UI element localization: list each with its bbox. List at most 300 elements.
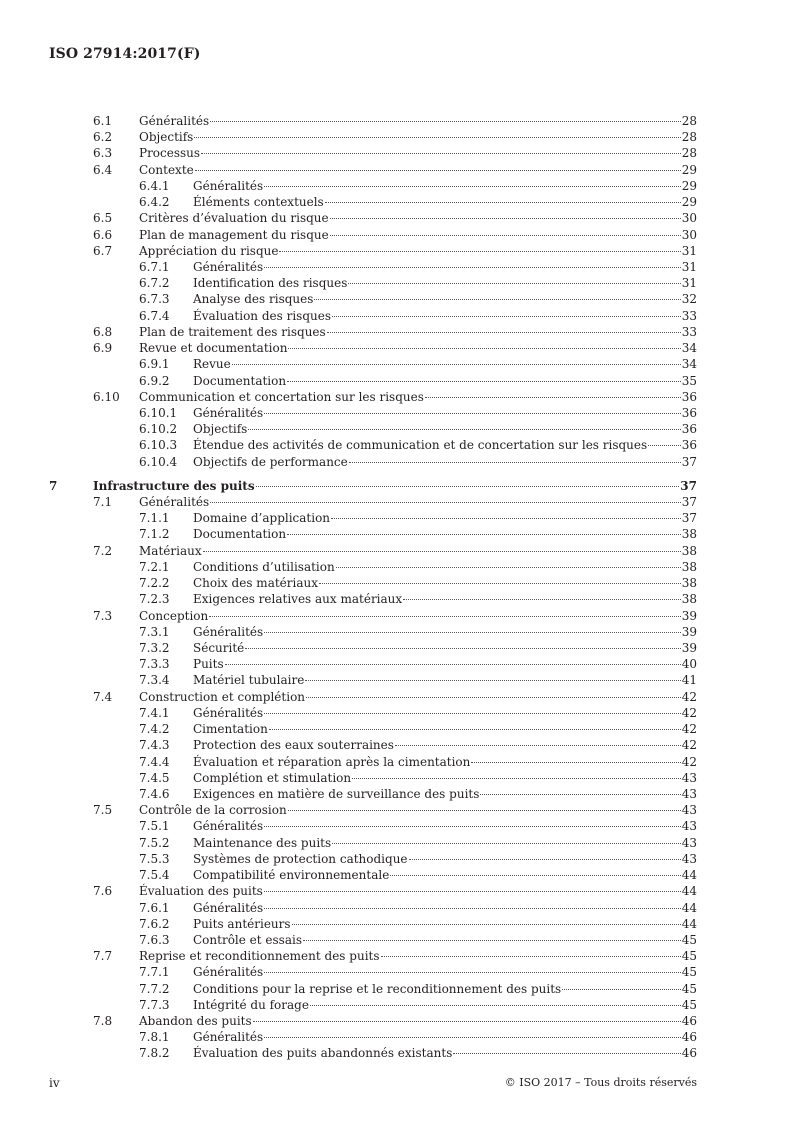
toc-entry-body bbox=[193, 640, 697, 656]
toc-entry-title[interactable]: Documentation bbox=[193, 373, 287, 388]
toc-entry-title[interactable]: Généralités bbox=[193, 965, 264, 980]
toc-entry[interactable] bbox=[0, 210, 793, 226]
toc-entry-page[interactable]: 38 bbox=[681, 543, 697, 558]
toc-entry-body bbox=[193, 770, 697, 786]
toc-entry-page[interactable]: 33 bbox=[681, 308, 697, 323]
toc-entry[interactable] bbox=[0, 324, 793, 340]
toc-entry-body bbox=[139, 210, 697, 226]
toc-entry-page[interactable]: 37 bbox=[681, 454, 697, 469]
toc-entry-number: 7.5.2 bbox=[139, 835, 170, 850]
toc-entry-title[interactable]: Plan de management du risque bbox=[139, 227, 329, 242]
toc-entry-body bbox=[139, 802, 697, 818]
toc-entry-title[interactable]: Plan de traitement des risques bbox=[139, 324, 326, 339]
toc-entry[interactable] bbox=[0, 405, 793, 421]
toc-entry-title[interactable]: Généralités bbox=[193, 624, 264, 639]
toc-entry-title[interactable]: Communication et concertation sur les risques bbox=[139, 389, 424, 404]
toc-entry-page[interactable]: 38 bbox=[681, 527, 697, 542]
toc-entry[interactable] bbox=[0, 640, 793, 656]
toc-entry-title[interactable]: Matériaux bbox=[139, 543, 202, 558]
toc-entry[interactable] bbox=[0, 591, 793, 607]
toc-entry-number: 7.1 bbox=[93, 495, 113, 510]
toc-entry-body bbox=[193, 835, 697, 851]
toc-entry-page[interactable]: 29 bbox=[681, 162, 697, 177]
toc-entry-number: 7.1.1 bbox=[139, 511, 170, 526]
toc-entry-page[interactable]: 43 bbox=[681, 835, 697, 850]
toc-entry-number: 7.8.1 bbox=[139, 1030, 170, 1045]
toc-entry-page[interactable]: 38 bbox=[681, 559, 697, 574]
dot-leader bbox=[245, 648, 680, 649]
dot-leader bbox=[381, 956, 681, 957]
toc-entry-body bbox=[193, 437, 697, 453]
toc-entry-number: 6.6 bbox=[93, 227, 113, 242]
toc-entry[interactable] bbox=[0, 259, 793, 275]
dot-leader bbox=[201, 153, 681, 154]
toc-entry[interactable] bbox=[0, 624, 793, 640]
toc-entry-number: 7.3.4 bbox=[139, 673, 170, 688]
toc-entry-page[interactable]: 28 bbox=[681, 114, 697, 128]
toc-entry-page[interactable]: 38 bbox=[681, 576, 697, 591]
toc-entry-number: 6.10.2 bbox=[139, 422, 178, 437]
dot-leader bbox=[264, 891, 681, 892]
toc-entry-page[interactable]: 31 bbox=[681, 276, 697, 291]
toc-entry-body bbox=[193, 510, 697, 526]
toc-entry-number: 7.6 bbox=[93, 884, 113, 899]
dot-leader bbox=[332, 316, 681, 317]
toc-entry-page[interactable]: 35 bbox=[681, 373, 697, 388]
dot-leader bbox=[336, 567, 681, 568]
toc-entry-title[interactable]: Généralités bbox=[193, 178, 264, 193]
toc-entry-number: 6.10.1 bbox=[139, 405, 178, 420]
toc-entry-body bbox=[193, 559, 697, 575]
toc-entry-number: 7.8 bbox=[93, 1014, 113, 1029]
toc-entry-title[interactable]: Intégrité du forage bbox=[193, 997, 309, 1012]
dot-leader bbox=[195, 170, 681, 171]
toc-entry-number: 7.4.6 bbox=[139, 786, 170, 801]
toc-entry-body bbox=[193, 1045, 697, 1061]
dot-leader bbox=[348, 283, 680, 284]
toc-entry-body bbox=[139, 883, 697, 899]
toc-entry-page[interactable]: 42 bbox=[681, 722, 697, 737]
toc-entry-number: 7.3.1 bbox=[139, 624, 170, 639]
toc-entry[interactable] bbox=[0, 526, 793, 542]
dot-leader bbox=[325, 202, 681, 203]
toc-entry-title[interactable]: Exigences relatives aux matériaux bbox=[193, 592, 403, 607]
toc-entry[interactable] bbox=[0, 421, 793, 437]
toc-entry-body bbox=[193, 737, 697, 753]
toc-entry-title[interactable]: Infrastructure des puits bbox=[93, 478, 255, 493]
toc-entry-page[interactable]: 44 bbox=[681, 900, 697, 915]
toc-entry-page[interactable]: 43 bbox=[681, 770, 697, 785]
toc-entry-title[interactable]: Évaluation et réparation après la cimentation bbox=[193, 754, 471, 769]
toc-entry-body bbox=[139, 389, 697, 405]
toc-entry[interactable] bbox=[0, 113, 793, 129]
toc-entry-title[interactable]: Évaluation des puits bbox=[139, 884, 263, 899]
toc-entry[interactable] bbox=[0, 932, 793, 948]
toc-entry-page[interactable]: 44 bbox=[681, 884, 697, 899]
toc-entry-title[interactable]: Généralités bbox=[193, 405, 264, 420]
toc-entry-body bbox=[139, 948, 697, 964]
toc-entry-page[interactable]: 39 bbox=[681, 624, 697, 639]
toc-entry-page[interactable]: 36 bbox=[681, 405, 697, 420]
dot-leader bbox=[352, 778, 681, 779]
toc-entry[interactable] bbox=[0, 916, 793, 932]
toc-entry[interactable] bbox=[0, 997, 793, 1013]
toc-entry-page[interactable]: 40 bbox=[681, 657, 697, 672]
toc-entry[interactable] bbox=[0, 389, 793, 405]
toc-entry[interactable] bbox=[0, 243, 793, 259]
toc-entry-title[interactable]: Compatibilité environnementale bbox=[193, 868, 390, 883]
toc-entry-page[interactable]: 43 bbox=[681, 851, 697, 866]
toc-entry-page[interactable]: 34 bbox=[681, 357, 697, 372]
toc-chapter-entry[interactable] bbox=[0, 478, 793, 494]
toc-entry-page[interactable]: 36 bbox=[681, 438, 697, 453]
toc-entry-page[interactable]: 42 bbox=[681, 705, 697, 720]
toc-entry[interactable] bbox=[0, 291, 793, 307]
toc-entry-page[interactable]: 42 bbox=[681, 689, 697, 704]
toc-entry-number: 6.1 bbox=[93, 114, 113, 128]
toc-entry-title[interactable]: Contrôle et essais bbox=[193, 932, 302, 947]
toc-entry[interactable] bbox=[0, 867, 793, 883]
toc-entry[interactable] bbox=[0, 964, 793, 980]
toc-entry-title[interactable]: Généralités bbox=[193, 900, 264, 915]
toc-entry-number: 7.4.2 bbox=[139, 722, 170, 737]
toc-entry-title[interactable]: Matériel tubulaire bbox=[193, 673, 305, 688]
toc-entry-number: 7.8.2 bbox=[139, 1046, 170, 1061]
toc-entry[interactable] bbox=[0, 543, 793, 559]
toc-entry-page[interactable]: 32 bbox=[681, 292, 697, 307]
table-of-contents bbox=[0, 113, 793, 1062]
dot-leader bbox=[264, 632, 681, 633]
toc-entry[interactable] bbox=[0, 1013, 793, 1029]
toc-entry-body bbox=[139, 243, 697, 259]
toc-entry-title[interactable]: Puits bbox=[193, 657, 224, 672]
toc-entry-page[interactable]: 39 bbox=[681, 641, 697, 655]
dot-leader bbox=[264, 826, 681, 827]
toc-entry-body bbox=[193, 851, 697, 867]
toc-entry-number: 6.5 bbox=[93, 211, 113, 226]
copyright-notice: © ISO 2017 – Tous droits réservés bbox=[504, 1076, 697, 1089]
toc-entry-page[interactable]: 37 bbox=[681, 511, 697, 526]
toc-entry-number: 7.5.3 bbox=[139, 851, 170, 866]
toc-entry-title[interactable]: Exigences en matière de surveillance des puits bbox=[193, 786, 480, 801]
toc-entry[interactable] bbox=[0, 494, 793, 510]
toc-entry-title[interactable]: Domaine d’application bbox=[193, 511, 331, 526]
dot-leader bbox=[264, 713, 681, 714]
toc-entry-body bbox=[139, 340, 697, 356]
toc-entry[interactable] bbox=[0, 721, 793, 737]
toc-entry[interactable] bbox=[0, 689, 793, 705]
dot-leader bbox=[332, 843, 681, 844]
dot-leader bbox=[264, 972, 681, 973]
toc-entry-title[interactable]: Protection des eaux souterraines bbox=[193, 738, 394, 753]
toc-entry-title[interactable]: Généralités bbox=[193, 259, 264, 274]
toc-entry[interactable] bbox=[0, 275, 793, 291]
toc-entry-page[interactable]: 45 bbox=[681, 997, 697, 1012]
toc-entry-page[interactable]: 43 bbox=[681, 786, 697, 801]
toc-entry-title[interactable]: Contrôle de la corrosion bbox=[139, 803, 287, 818]
toc-entry-body bbox=[139, 145, 697, 161]
toc-entry[interactable] bbox=[0, 981, 793, 997]
toc-entry-page[interactable]: 37 bbox=[681, 495, 697, 510]
toc-entry-page[interactable]: 31 bbox=[681, 243, 697, 258]
toc-entry[interactable] bbox=[0, 835, 793, 851]
toc-entry[interactable] bbox=[0, 178, 793, 194]
toc-entry-number: 6.7.3 bbox=[139, 292, 170, 307]
toc-entry-title[interactable]: Généralités bbox=[193, 705, 264, 720]
dot-leader bbox=[232, 364, 681, 365]
toc-entry-body bbox=[193, 421, 697, 437]
toc-entry-body bbox=[193, 373, 697, 389]
toc-entry-title[interactable]: Identification des risques bbox=[193, 276, 348, 291]
toc-entry-title[interactable]: Appréciation du risque bbox=[139, 243, 279, 258]
toc-entry[interactable] bbox=[0, 145, 793, 161]
toc-entry-number: 6.3 bbox=[93, 146, 113, 161]
dot-leader bbox=[209, 616, 680, 617]
toc-entry-page[interactable]: 30 bbox=[681, 211, 697, 226]
toc-entry[interactable] bbox=[0, 705, 793, 721]
toc-entry-body bbox=[139, 162, 697, 178]
toc-entry-title[interactable]: Généralités bbox=[139, 114, 210, 128]
toc-entry-body bbox=[193, 308, 697, 324]
toc-entry-title[interactable]: Généralités bbox=[139, 495, 210, 510]
toc-entry[interactable] bbox=[0, 308, 793, 324]
toc-entry[interactable] bbox=[0, 672, 793, 688]
toc-entry[interactable] bbox=[0, 851, 793, 867]
dot-leader bbox=[264, 413, 681, 414]
toc-entry-page[interactable]: 39 bbox=[681, 608, 697, 623]
toc-entry-number: 7.7.1 bbox=[139, 965, 170, 980]
dot-leader bbox=[327, 332, 681, 333]
toc-entry-page[interactable]: 42 bbox=[681, 738, 697, 753]
toc-entry-title[interactable]: Construction et complétion bbox=[139, 689, 306, 704]
toc-entry-page[interactable]: 45 bbox=[681, 949, 697, 964]
toc-entry-page[interactable]: 34 bbox=[681, 341, 697, 356]
toc-entry-number: 6.7.2 bbox=[139, 276, 170, 291]
toc-entry-page[interactable]: 42 bbox=[681, 754, 697, 769]
toc-entry-number: 6.7 bbox=[93, 243, 113, 258]
dot-leader bbox=[331, 518, 681, 519]
toc-entry-title[interactable]: Complétion et stimulation bbox=[193, 770, 352, 785]
toc-entry-body bbox=[193, 356, 697, 372]
toc-entry[interactable] bbox=[0, 948, 793, 964]
toc-entry[interactable] bbox=[0, 373, 793, 389]
toc-entry-title[interactable]: Généralités bbox=[193, 819, 264, 834]
dot-leader bbox=[330, 235, 681, 236]
toc-entry-title[interactable]: Analyse des risques bbox=[193, 292, 314, 307]
dot-leader bbox=[210, 502, 681, 503]
toc-entry-title[interactable]: Objectifs bbox=[139, 130, 194, 145]
toc-entry-page[interactable]: 44 bbox=[681, 868, 697, 883]
toc-entry[interactable] bbox=[0, 162, 793, 178]
toc-entry-page[interactable]: 29 bbox=[681, 178, 697, 193]
toc-entry-title[interactable]: Sécurité bbox=[193, 641, 245, 655]
toc-entry-page[interactable]: 37 bbox=[680, 478, 697, 493]
toc-entry-number: 7.2 bbox=[93, 543, 113, 558]
toc-entry[interactable] bbox=[0, 656, 793, 672]
dot-leader bbox=[403, 599, 681, 600]
toc-entry-number: 7.6.3 bbox=[139, 932, 170, 947]
toc-entry-title[interactable]: Revue et documentation bbox=[139, 341, 288, 356]
toc-entry-body bbox=[193, 900, 697, 916]
toc-entry-body bbox=[193, 932, 697, 948]
toc-entry-number: 7.5 bbox=[93, 803, 113, 818]
toc-entry-number: 6.7.4 bbox=[139, 308, 170, 323]
toc-entry[interactable] bbox=[0, 900, 793, 916]
toc-entry-page[interactable]: 38 bbox=[681, 592, 697, 607]
toc-entry-page[interactable]: 43 bbox=[681, 819, 697, 834]
toc-entry[interactable] bbox=[0, 510, 793, 526]
toc-entry-body bbox=[193, 721, 697, 737]
toc-entry-title[interactable]: Documentation bbox=[193, 527, 287, 542]
toc-entry-title[interactable]: Généralités bbox=[193, 1030, 264, 1045]
dot-leader bbox=[287, 381, 681, 382]
toc-entry-body bbox=[193, 405, 697, 421]
toc-entry[interactable] bbox=[0, 340, 793, 356]
toc-entry[interactable] bbox=[0, 770, 793, 786]
toc-entry-title[interactable]: Choix des matériaux bbox=[193, 576, 318, 591]
toc-entry-title[interactable]: Évaluation des puits abandonnés existants bbox=[193, 1046, 453, 1061]
toc-entry[interactable] bbox=[0, 227, 793, 243]
toc-entry-number: 6.4.2 bbox=[139, 195, 170, 210]
toc-entry[interactable] bbox=[0, 883, 793, 899]
dot-leader bbox=[288, 810, 681, 811]
toc-entry[interactable] bbox=[0, 754, 793, 770]
toc-entry-number: 6.9.1 bbox=[139, 357, 170, 372]
toc-entry[interactable] bbox=[0, 786, 793, 802]
toc-entry-body bbox=[193, 867, 697, 883]
toc-entry-page[interactable]: 36 bbox=[681, 389, 697, 404]
toc-entry[interactable] bbox=[0, 129, 793, 145]
toc-entry-number: 7 bbox=[49, 478, 58, 493]
toc-entry-title[interactable]: Contexte bbox=[139, 162, 194, 177]
toc-entry-title[interactable]: Systèmes de protection cathodique bbox=[193, 851, 408, 866]
toc-entry-number: 6.7.1 bbox=[139, 259, 170, 274]
toc-entry-page[interactable]: 46 bbox=[681, 1014, 697, 1029]
toc-entry[interactable] bbox=[0, 802, 793, 818]
dot-leader bbox=[395, 745, 681, 746]
toc-entry-title[interactable]: Revue bbox=[193, 357, 231, 372]
toc-entry-number: 6.9 bbox=[93, 341, 113, 356]
toc-entry-body bbox=[193, 1029, 697, 1045]
toc-entry-page[interactable]: 43 bbox=[681, 803, 697, 818]
toc-entry-page[interactable]: 28 bbox=[681, 146, 697, 161]
toc-entry-title[interactable]: Objectifs bbox=[193, 422, 248, 437]
toc-entry[interactable] bbox=[0, 1045, 793, 1061]
toc-entry-page[interactable]: 29 bbox=[681, 195, 697, 210]
toc-entry-page[interactable]: 45 bbox=[681, 932, 697, 947]
dot-leader bbox=[330, 218, 681, 219]
toc-entry-title[interactable]: Puits antérieurs bbox=[193, 916, 291, 931]
dot-leader bbox=[425, 397, 681, 398]
toc-entry-page[interactable]: 44 bbox=[681, 916, 697, 931]
toc-entry-body bbox=[193, 178, 697, 194]
toc-entry[interactable] bbox=[0, 437, 793, 453]
toc-entry[interactable] bbox=[0, 608, 793, 624]
toc-entry-body bbox=[193, 981, 697, 997]
toc-entry-title[interactable]: Étendue des activités de communication et de concertation sur les risques bbox=[193, 438, 648, 453]
toc-entry-page[interactable]: 46 bbox=[681, 1046, 697, 1061]
toc-entry-number: 7.3.3 bbox=[139, 657, 170, 672]
toc-entry-title[interactable]: Conception bbox=[139, 608, 209, 623]
toc-entry-number: 7.3.2 bbox=[139, 641, 170, 655]
toc-entry-body bbox=[193, 754, 697, 770]
toc-entry-body bbox=[193, 275, 697, 291]
toc-entry[interactable] bbox=[0, 737, 793, 753]
toc-entry[interactable] bbox=[0, 454, 793, 470]
toc-entry[interactable] bbox=[0, 194, 793, 210]
toc-entry-body bbox=[139, 227, 697, 243]
toc-entry-title[interactable]: Conditions d’utilisation bbox=[193, 559, 335, 574]
toc-entry-page[interactable]: 31 bbox=[681, 259, 697, 274]
toc-entry-number: 7.4 bbox=[93, 689, 113, 704]
toc-entry-page[interactable]: 46 bbox=[681, 1030, 697, 1045]
toc-entry-number: 7.1.2 bbox=[139, 527, 170, 542]
toc-entry-number: 6.10.3 bbox=[139, 438, 178, 453]
toc-entry-title[interactable]: Objectifs de performance bbox=[193, 454, 348, 469]
toc-entry-body bbox=[193, 259, 697, 275]
toc-entry-title[interactable]: Conditions pour la reprise et le reconditionnement des puits bbox=[193, 981, 562, 996]
toc-entry-body bbox=[139, 129, 697, 145]
toc-entry-number: 7.5.1 bbox=[139, 819, 170, 834]
toc-entry-number: 7.4.4 bbox=[139, 754, 170, 769]
dot-leader bbox=[264, 908, 681, 909]
dot-leader bbox=[648, 445, 681, 446]
dot-leader bbox=[390, 875, 680, 876]
toc-entry-page[interactable]: 45 bbox=[681, 965, 697, 980]
toc-entry-page[interactable]: 33 bbox=[681, 324, 697, 339]
toc-entry-body bbox=[193, 291, 697, 307]
toc-entry-number: 7.4.5 bbox=[139, 770, 170, 785]
toc-entry[interactable] bbox=[0, 818, 793, 834]
dot-leader bbox=[409, 859, 681, 860]
toc-entry-body bbox=[193, 964, 697, 980]
toc-entry-number: 7.7.2 bbox=[139, 981, 170, 996]
toc-entry-title[interactable]: Reprise et reconditionnement des puits bbox=[139, 949, 380, 964]
toc-entry-title[interactable]: Abandon des puits bbox=[139, 1014, 252, 1029]
toc-entry-body bbox=[193, 624, 697, 640]
toc-entry-number: 6.10.4 bbox=[139, 454, 178, 469]
toc-entry-title[interactable]: Éléments contextuels bbox=[193, 195, 324, 210]
toc-entry[interactable] bbox=[0, 356, 793, 372]
dot-leader bbox=[288, 348, 680, 349]
toc-entry-page[interactable]: 30 bbox=[681, 227, 697, 242]
toc-entry[interactable] bbox=[0, 1029, 793, 1045]
toc-entry-body bbox=[193, 818, 697, 834]
toc-entry-number: 7.7.3 bbox=[139, 997, 170, 1012]
toc-entry-page[interactable]: 36 bbox=[681, 422, 697, 437]
toc-entry-body bbox=[193, 575, 697, 591]
toc-entry-title[interactable]: Critères d’évaluation du risque bbox=[139, 211, 329, 226]
toc-entry-page[interactable]: 28 bbox=[681, 130, 697, 145]
toc-entry-number: 7.4.3 bbox=[139, 738, 170, 753]
dot-leader bbox=[210, 121, 681, 122]
toc-entry-title[interactable]: Maintenance des puits bbox=[193, 835, 332, 850]
toc-entry-title[interactable]: Processus bbox=[139, 146, 201, 161]
toc-entry[interactable] bbox=[0, 559, 793, 575]
toc-entry-number: 6.9.2 bbox=[139, 373, 170, 388]
toc-entry-number: 7.4.1 bbox=[139, 705, 170, 720]
toc-entry[interactable] bbox=[0, 575, 793, 591]
dot-leader bbox=[279, 251, 680, 252]
dot-leader bbox=[471, 762, 680, 763]
toc-entry-title[interactable]: Évaluation des risques bbox=[193, 308, 331, 323]
toc-entry-number: 7.6.2 bbox=[139, 916, 170, 931]
toc-entry-page[interactable]: 41 bbox=[681, 673, 697, 688]
toc-entry-title[interactable]: Cimentation bbox=[193, 722, 268, 737]
toc-entry-page[interactable]: 45 bbox=[681, 981, 697, 996]
toc-entry-body bbox=[139, 494, 697, 510]
toc-entry-body bbox=[139, 1013, 697, 1029]
